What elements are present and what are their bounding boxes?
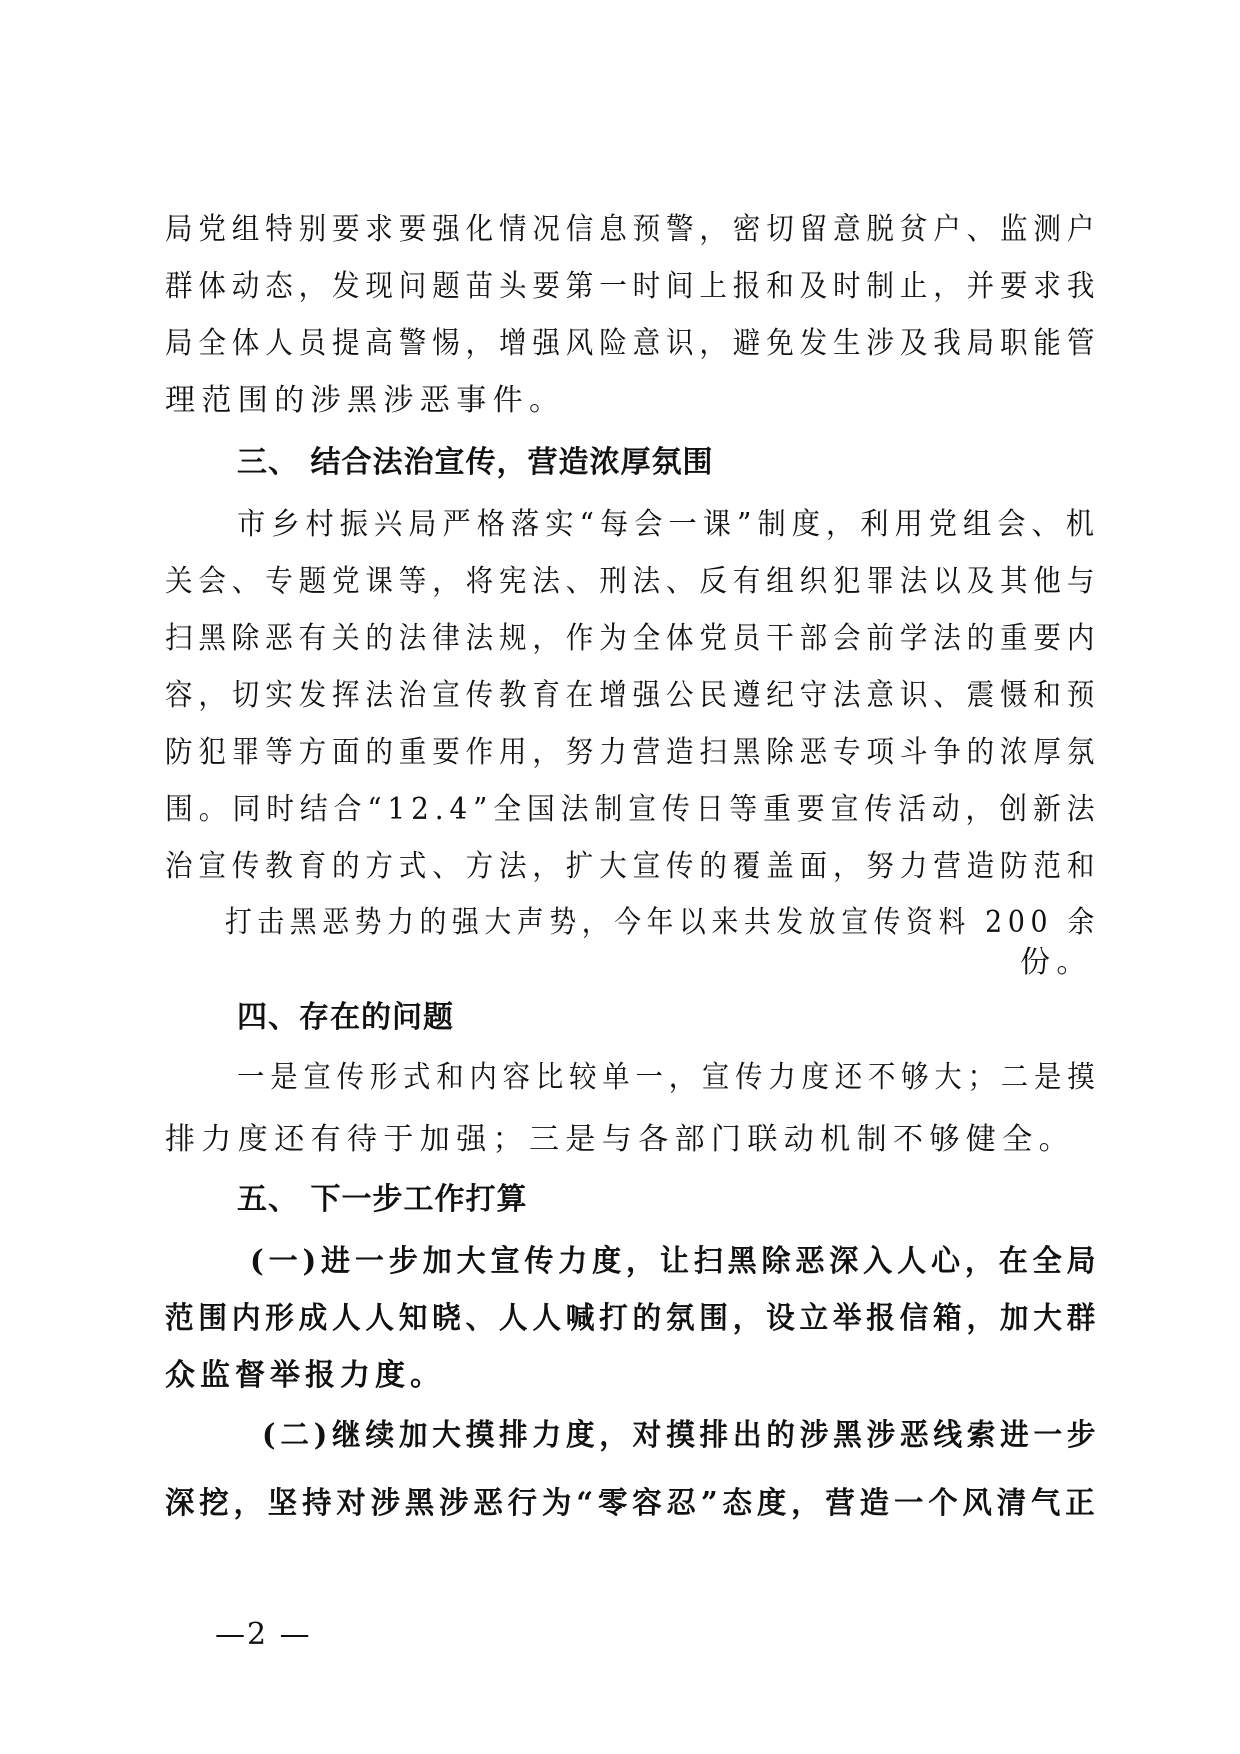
- paragraph-2-line-2: 关会、专题党课等，将宪法、刑法、反有组织犯罪法以及其他与: [165, 564, 1101, 599]
- paragraph-3-line-1: 一是宣传形式和内容比较单一，宣传力度还不够大；二是摸: [237, 1060, 1101, 1095]
- paragraph-4-line-3: 众监督举报力度。: [165, 1358, 445, 1393]
- paragraph-2-line-7: 治宣传教育的方式、方法，扩大宣传的覆盖面，努力营造防范和: [165, 849, 1101, 884]
- paragraph-4-line-2: 范围内形成人人知晓、人人喊打的氛围，设立举报信箱，加大群: [165, 1301, 1101, 1336]
- paragraph-3-line-2: 排力度还有待于加强；三是与各部门联动机制不够健全。: [165, 1122, 1075, 1157]
- section-heading-4: 四、存在的问题: [237, 1000, 454, 1035]
- page-number: —2 —: [215, 1617, 312, 1652]
- paragraph-5-line-2: 深挖，坚持对涉黑涉恶行为“零容忍”态度，营造一个风清气正: [165, 1486, 1100, 1521]
- paragraph-2-line-1: 市乡村振兴局严格落实“每会一课”制度，利用党组会、机: [237, 507, 1101, 542]
- paragraph-2-line-4: 容，切实发挥法治宣传教育在增强公民遵纪守法意识、震慑和预: [165, 678, 1101, 713]
- paragraph-1-line-1: 局党组特别要求要强化情况信息预警，密切留意脱贫户、监测户: [165, 212, 1101, 247]
- section-heading-3: 三、 结合法治宣传，营造浓厚氛围: [237, 445, 714, 480]
- paragraph-1-line-3: 局全体人员提高警惕，增强风险意识，避免发生涉及我局职能管: [165, 326, 1101, 361]
- paragraph-2-line-6: 围。同时结合“12.4”全国法制宣传日等重要宣传活动，创新法: [165, 792, 1101, 827]
- paragraph-1-line-4: 理范围的涉黑涉恶事件。: [165, 383, 566, 418]
- paragraph-2-line-8: 打击黑恶势力的强大声势，今年以来共发放宣传资料 200 余: [225, 905, 1100, 940]
- paragraph-4-line-1: (一)进一步加大宣传力度，让扫黑除恶深入人心，在全局: [250, 1244, 1101, 1279]
- paragraph-2-line-9: 份。: [1020, 945, 1093, 980]
- paragraph-1-line-2: 群体动态，发现问题苗头要第一时间上报和及时制止，并要求我: [165, 269, 1101, 304]
- paragraph-2-line-3: 扫黑除恶有关的法律法规，作为全体党员干部会前学法的重要内: [165, 621, 1101, 656]
- section-heading-5: 五、 下一步工作打算: [237, 1182, 528, 1217]
- paragraph-5-line-1: (二)继续加大摸排力度，对摸排出的涉黑涉恶线索进一步: [262, 1418, 1101, 1453]
- paragraph-2-line-5: 防犯罪等方面的重要作用，努力营造扫黑除恶专项斗争的浓厚氛: [165, 735, 1101, 770]
